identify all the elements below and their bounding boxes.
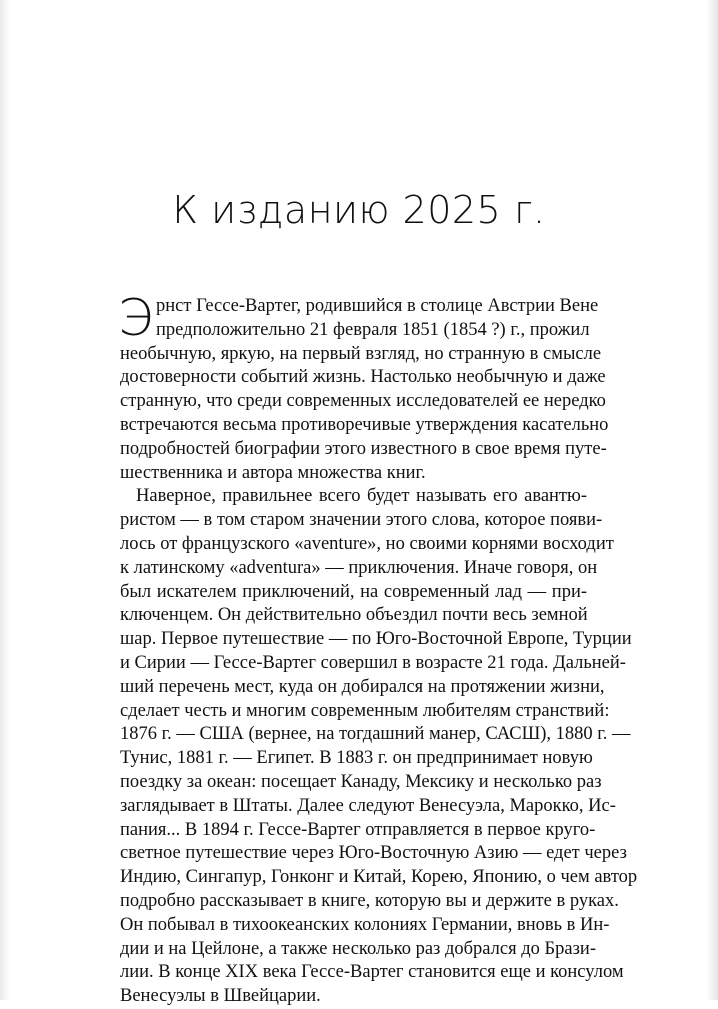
text-line: к латинскому «adventura» — приключения. Иначе говоря, он	[120, 557, 598, 578]
text-line: и Сирии — Гессе-Вартег совершил в возрасте 21 года. Дальней-	[120, 652, 626, 673]
text-line: дии и на Цейлоне, а также несколько раз добрался до Брази-	[120, 938, 596, 959]
text-line: рнст Гессе-Вартег, родившийся в столице Австрии Вене	[156, 296, 599, 316]
text-line: Он побывал в тихоокеанских колониях Германии, вновь в Ин-	[120, 914, 610, 935]
text-line: 1876 г. — США (вернее, на тогдашний манер, САСШ), 1880 г. —	[120, 724, 631, 745]
text-line: шар. Первое путешествие — по Юго-Восточной Европе, Турции	[120, 629, 632, 650]
text-line: необычную, яркую, на первый взгляд, но странную в смысле	[120, 343, 602, 364]
text-line: предположительно 21 февраля 1851 (1854 ?) г., прожил	[156, 319, 590, 340]
body-text	[118, 289, 638, 1009]
text-line: сделает честь и многим современным любителям странствий:	[120, 700, 610, 721]
page-edge-shadow-left	[0, 0, 10, 1000]
text-line: странную, что среди современных исследователей ее нередко	[120, 391, 606, 412]
drop-cap: Э	[118, 289, 153, 347]
text-line: подробно рассказывает в книге, которую вы и держите в руках.	[120, 890, 619, 911]
text-line: заглядывает в Штаты. Далее следуют Венесуэла, Марокко, Ис-	[120, 795, 616, 816]
text-line: ключенцем. Он действительно объездил почти весь земной	[120, 605, 588, 626]
text-line: пания... В 1894 г. Гессе-Вартег отправляется в первое круго-	[120, 819, 596, 840]
text-line: лии. В конце XIX века Гессе-Вартег становится еще и консулом	[120, 962, 624, 983]
text-line: Тунис, 1881 г. — Египет. В 1883 г. он предпринимает новую	[120, 748, 593, 769]
text-line: Индию, Сингапур, Гонконг и Китай, Корею, Японию, о чем автор	[120, 867, 638, 888]
text-line: достоверности событий жизнь. Настолько необычную и даже	[120, 367, 606, 388]
text-line: Наверное, правильнее всего будет называть его авантю-	[136, 486, 587, 507]
text-line: Венесуэлы в Швейцарии.	[120, 986, 321, 1007]
chapter-heading: К изданию 2025 г.	[172, 188, 546, 232]
text-line: был искателем приключений, на современный лад — при-	[120, 581, 587, 602]
paragraph-1	[118, 289, 609, 485]
text-line: лось от французского «aventure», но своими корнями восходит	[120, 533, 614, 554]
page-edge-shadow-right	[706, 0, 718, 1000]
text-line: ристом — в том старом значении этого слова, которое появи-	[120, 510, 603, 531]
text-line: ший перечень мест, куда он добирался на протяжении жизни,	[120, 676, 605, 697]
text-line: подробностей биографии этого известного в свое время путе-	[120, 438, 607, 459]
paragraph-2	[120, 485, 638, 1009]
text-line: шественника и автора множества книг.	[120, 462, 426, 483]
text-line: поездку за океан: посещает Канаду, Мексику и несколько раз	[120, 771, 602, 792]
text-line: светное путешествие через Юго-Восточную Азию — едет через	[120, 843, 627, 864]
text-line: встречаются весьма противоречивые утверждения касательно	[120, 414, 609, 435]
